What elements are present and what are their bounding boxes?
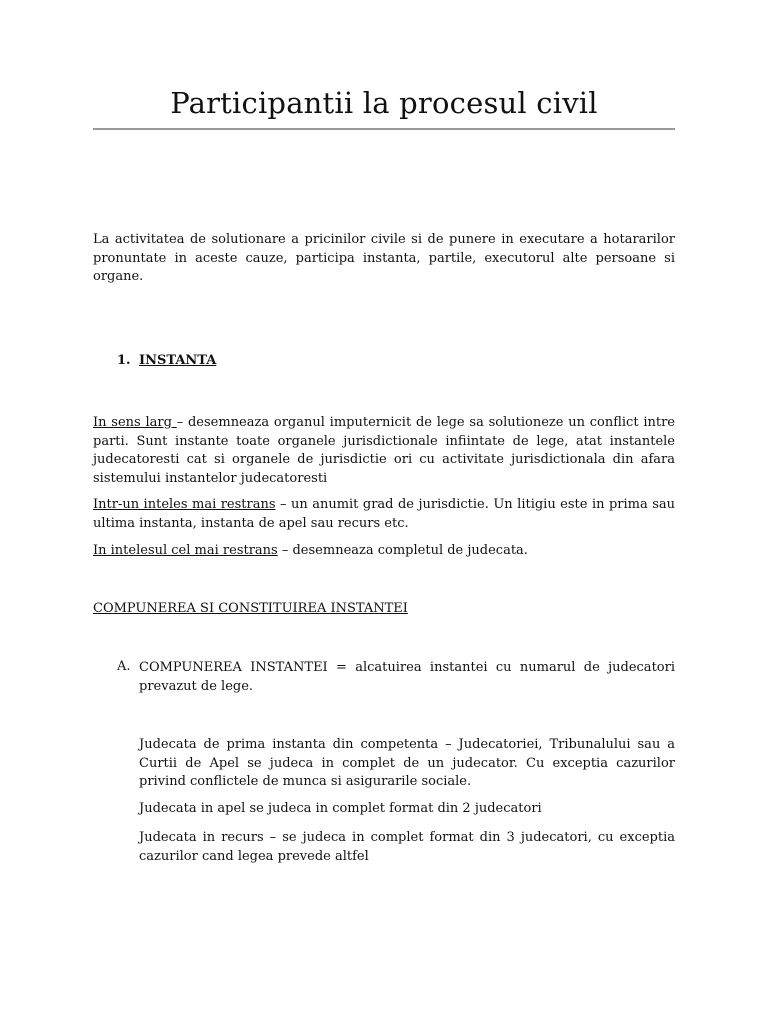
paragraph-appeal: Judecata in apel se judeca in complet format din 2 judecatori [139,801,542,816]
section-heading: INSTANTA [139,353,217,368]
definition-narrow-term: Intr-un inteles mai restrans [93,497,276,512]
paragraph-first-instance: Judecata de prima instanta din competenta – Judecatoriei, Tribunalului sau a Curtii de Apel se judeca in complet de un judecator. Cu exceptia cazurilor privind conflictele de munca si asigurarile sociale. [139,737,675,789]
definition-broad-text: – desemneaza organul imputernicit de lege sa solutioneze un conflict intre parti. Sunt instante toate organele jurisdictionale infiintate de lege, atat instantele judecatoresti cat si organele de jurisdictie ori cu activitate jurisdictionala din afara sistemului instantelor judecatoresti [93,415,675,486]
definition-narrowest [93,542,675,561]
list-item-marker: A. [117,659,131,674]
document-title: Participantii la procesul civil [170,86,598,120]
definition-narrowest-term: In intelesul cel mai restrans [93,543,278,558]
definition-broad-term: In sens larg [93,415,177,430]
title-divider [93,128,675,130]
list-item-text: COMPUNEREA INSTANTEI = alcatuirea instantei cu numarul de judecatori prevazut de lege. [139,660,675,694]
subsection-heading: COMPUNEREA SI CONSTITUIREA INSTANTEI [93,601,408,616]
section-number: 1. [117,353,131,368]
definition-narrow-text: – un anumit grad de jurisdictie. Un litigiu este in prima sau ultima instanta, instanta de apel sau recurs etc. [93,497,675,531]
definition-narrowest-text: – desemneaza completul de judecata. [277,543,528,558]
intro-paragraph: La activitatea de solutionare a pricinilor civile si de punere in executare a hotararilor pronuntate in aceste cauze, participa instanta, partile, executorul alte persoane si organe. [93,232,675,284]
definition-narrow [93,496,675,533]
definition-broad [93,414,675,488]
paragraph-recurs: Judecata in recurs – se judeca in complet format din 3 judecatori, cu exceptia cazurilor cand legea prevede altfel [139,830,675,864]
